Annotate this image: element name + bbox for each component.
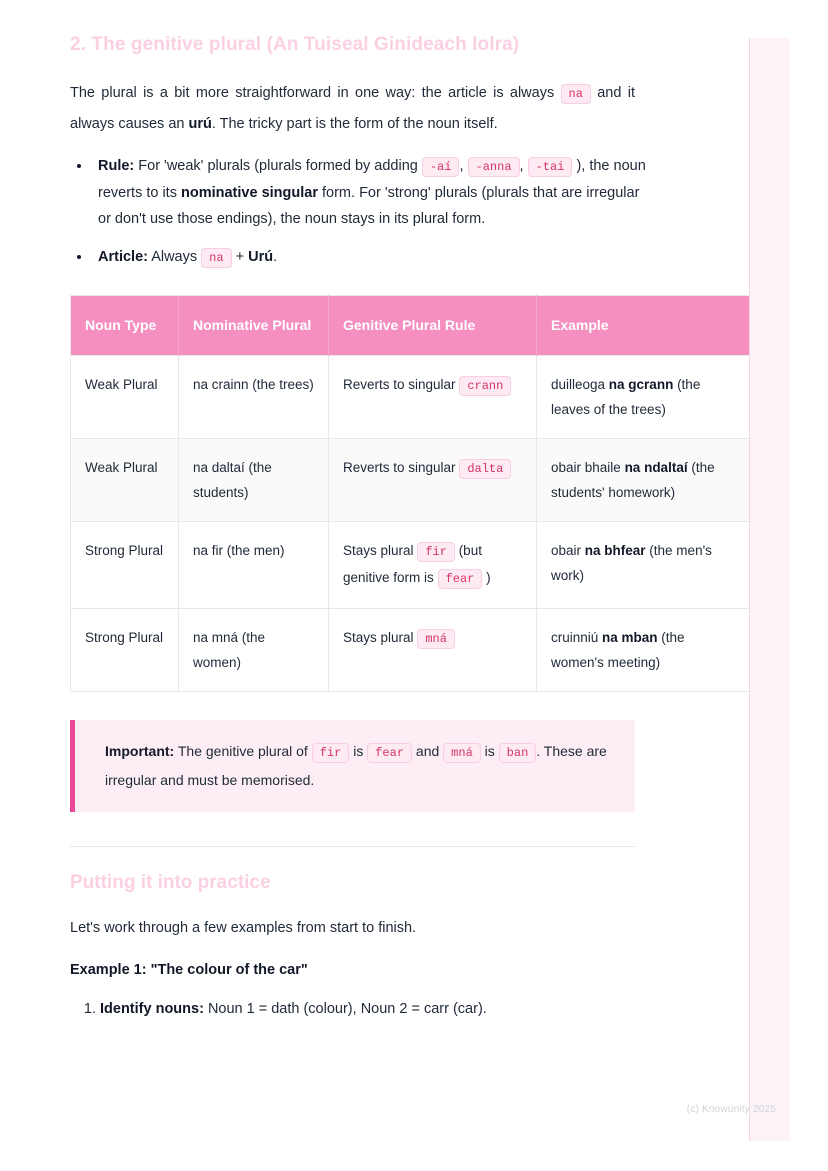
example-bold: na gcrann	[608, 377, 674, 392]
code-na-article: na	[561, 84, 591, 104]
code-mna: mná	[417, 629, 455, 649]
page-title: 2. The genitive plural (An Tuiseal Ginideach Iolra)	[70, 34, 520, 55]
rule-text: Stays plural	[343, 543, 414, 558]
cell-noun-type: Strong Plural	[71, 609, 179, 692]
code-tai-ending: -tai	[528, 157, 573, 177]
callout-text-1: The genitive plural of	[174, 743, 312, 759]
example-post: (the leaves of the trees)	[551, 377, 701, 417]
cell-noun-type: Weak Plural	[71, 439, 179, 522]
bullet-rule-text-2: ,	[459, 158, 468, 174]
watermark: (c) Knowunity 2025	[686, 1104, 776, 1115]
column-header-genitive-plural-rule: Genitive Plural Rule	[329, 296, 537, 356]
cell-example	[537, 522, 752, 609]
example-bold: na ndaltaí	[624, 460, 688, 475]
list-item	[100, 996, 758, 1022]
example-steps-list	[70, 996, 758, 1022]
callout-text-3: and	[412, 743, 444, 759]
cell-nominative-plural: na fir (the men)	[179, 522, 329, 609]
example-pre: duilleoga	[551, 377, 609, 392]
intro-paragraph	[70, 78, 635, 139]
cell-noun-type: Weak Plural	[71, 356, 179, 439]
example-bold: na bhfear	[584, 543, 646, 558]
rules-list	[70, 153, 654, 271]
column-header-nominative-plural: Nominative Plural	[179, 296, 329, 356]
code-anna-ending: -anna	[468, 157, 520, 177]
practice-lead: Let's work through a few examples from start to finish.	[70, 920, 417, 936]
rule-text: Stays plural	[343, 630, 414, 645]
bullet-rule-text-4: ), the noun reverts to its	[98, 158, 646, 201]
bullet-article-label: Article:	[98, 249, 148, 265]
practice-title: Putting it into practice	[70, 872, 271, 893]
column-header-noun-type: Noun Type	[71, 296, 179, 356]
cell-example	[537, 439, 752, 522]
code-mna-callout: mná	[443, 743, 481, 763]
code-ai-ending: -aí	[422, 157, 460, 177]
cell-example	[537, 609, 752, 692]
table-row	[71, 609, 752, 692]
cell-genitive-rule	[329, 439, 537, 522]
rule-mid: (but genitive form is	[343, 543, 482, 585]
genitive-plural-table	[70, 295, 752, 692]
step-label: Identify nouns:	[100, 1001, 204, 1017]
bullet-rule-bold: nominative singular	[181, 185, 318, 201]
callout-text-4: is	[480, 743, 499, 759]
callout-text-2: is	[349, 743, 368, 759]
bullet-article-text-1: Always	[147, 249, 202, 265]
cell-nominative-plural: na daltaí (the students)	[179, 439, 329, 522]
list-item	[92, 244, 654, 271]
step-text: Noun 1 = dath (colour), Noun 2 = carr (car).	[203, 1001, 487, 1017]
bullet-rule-text-1: For 'weak' plurals (plurals formed by adding	[134, 158, 422, 174]
list-item	[92, 153, 654, 232]
important-callout	[70, 720, 635, 812]
column-header-example: Example	[537, 296, 752, 356]
table-header-row	[71, 296, 752, 356]
intro-text-1: The plural is a bit more straightforward in one way: the article is always	[70, 85, 555, 101]
bullet-article-text-3: .	[273, 249, 278, 265]
section-divider	[70, 846, 635, 847]
example-post: (the men's work)	[551, 543, 712, 583]
cell-example	[537, 356, 752, 439]
bullet-rule-label: Rule:	[98, 158, 135, 174]
bullet-rule-text-5: form. For 'strong' plurals (plurals that are irregular or don't use those endings), the noun stays in its plural form.	[98, 185, 640, 227]
intro-text-2: and it always causes an	[70, 85, 635, 132]
code-fir-callout: fir	[312, 743, 350, 763]
example-post: (the students' homework)	[551, 460, 715, 500]
code-dalta: dalta	[459, 459, 511, 479]
cell-genitive-rule	[329, 522, 537, 609]
table-row	[71, 356, 752, 439]
example-pre: obair	[551, 543, 585, 558]
genitive-plural-table-wrapper	[70, 295, 715, 692]
table-row	[71, 522, 752, 609]
rule-text: Reverts to singular	[343, 377, 456, 392]
intro-text-3: . The tricky part is the form of the noun itself.	[211, 116, 498, 132]
page-side-strip	[749, 38, 790, 1141]
bullet-rule-text-3: ,	[519, 158, 528, 174]
rule-text: Reverts to singular	[343, 460, 456, 475]
cell-genitive-rule	[329, 356, 537, 439]
table-row	[71, 439, 752, 522]
bullet-article-bold: Urú	[248, 249, 274, 265]
code-na-article-2: na	[201, 248, 231, 268]
rule-tail: )	[486, 570, 491, 585]
code-fear: fear	[438, 569, 483, 589]
callout-text-5: . These are irregular and must be memorised.	[105, 743, 607, 788]
example-pre: obair bhaile	[551, 460, 625, 475]
code-fear-callout: fear	[367, 743, 412, 763]
example-bold: na mban	[602, 630, 658, 645]
example-pre: cruinniú	[551, 630, 603, 645]
callout-label: Important:	[105, 743, 175, 759]
cell-nominative-plural: na crainn (the trees)	[179, 356, 329, 439]
example-post: (the women's meeting)	[551, 630, 685, 670]
cell-nominative-plural: na mná (the women)	[179, 609, 329, 692]
code-crann: crann	[459, 376, 511, 396]
bullet-article-text-2: +	[231, 249, 249, 265]
cell-genitive-rule	[329, 609, 537, 692]
example-heading: Example 1: "The colour of the car"	[70, 962, 308, 978]
code-ban-callout: ban	[499, 743, 537, 763]
intro-bold-uru: urú	[188, 116, 212, 132]
cell-noun-type: Strong Plural	[71, 522, 179, 609]
code-fir: fir	[417, 542, 455, 562]
